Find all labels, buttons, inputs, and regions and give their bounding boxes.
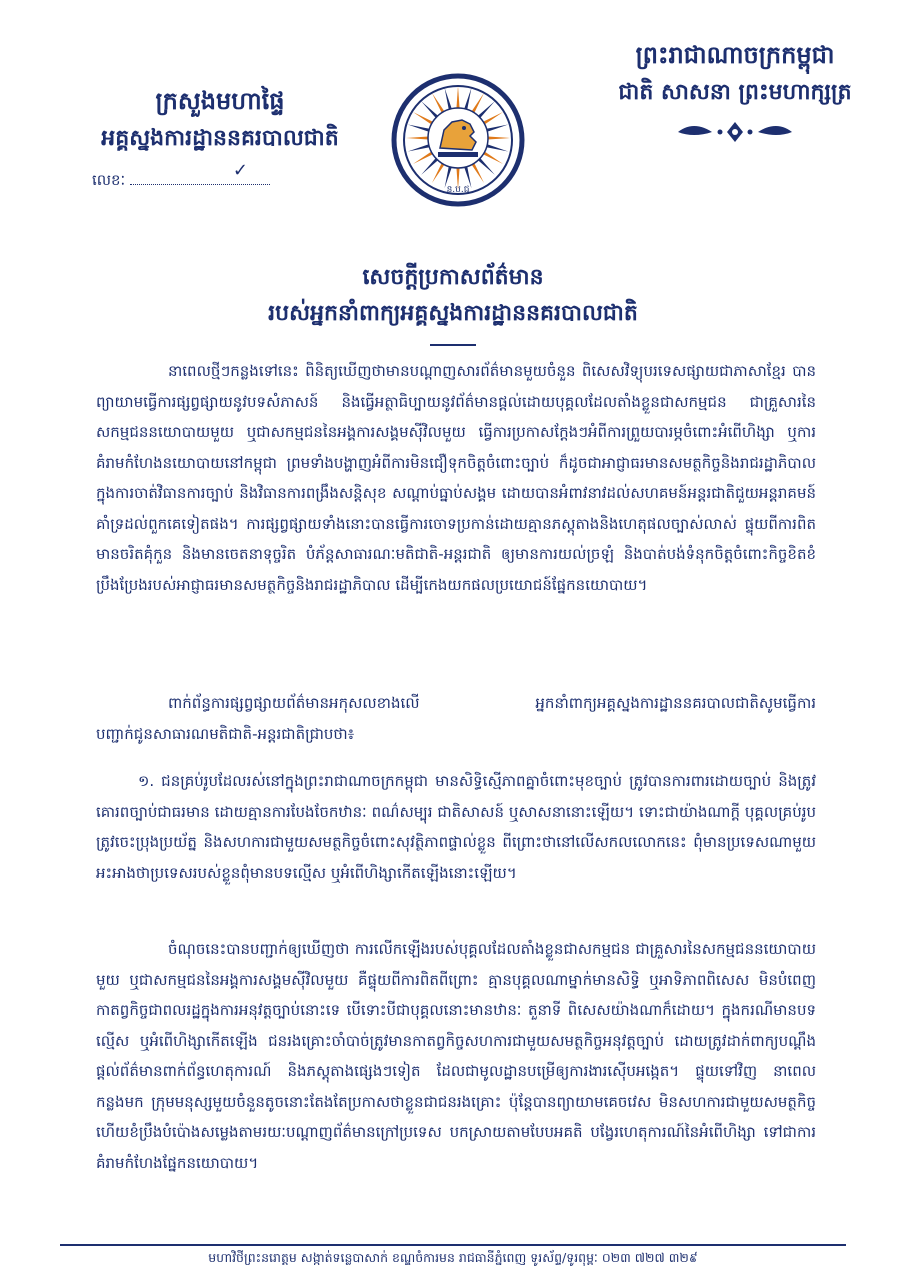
ornament-divider-icon: [670, 120, 800, 144]
title-divider: [430, 344, 476, 346]
emblem-ray: [406, 136, 430, 139]
footer-divider: [60, 1244, 846, 1246]
footer-address: មហាវិថីព្រះនរោត្តម សង្កាត់ទន្លេបាសាក់ ខណ្ឌចំការមន រាជធានីភ្នំពេញ ទូរស័ព្ទ/ទូរពុម្ពៈ ០២៣ ៧២៧ ៣២៩: [208, 1250, 698, 1265]
emblem-ray: [485, 125, 509, 133]
emblem-ray: [445, 88, 453, 112]
emblem-ring-text: ន.ប.ជ: [446, 185, 470, 195]
reference-dotted-field: [130, 160, 270, 185]
kingdom-header: [590, 38, 880, 148]
document-subtitle: របស់អ្នកនាំពាក្យអគ្គស្នងការដ្ឋាននគរបាលជាតិ: [268, 301, 638, 326]
issuer-header: [70, 84, 370, 193]
department-name: អគ្គស្នងការដ្ឋាននគរបាលជាតិ: [101, 126, 339, 151]
emblem-ray: [408, 125, 432, 133]
emblem-ray: [408, 144, 432, 152]
body-paragraph-3: ១. ជនគ្រប់រូបដែលរស់នៅក្នុងព្រះរាជាណាចក្រកម្ពុជា មានសិទ្ធិស្មើភាពគ្នាចំពោះមុខច្បាប់ ត្រូវបានការពារដោយច្បាប់ និងត្រូវគោរពច្បាប់ជាធរមាន ដោយគ្មានការបែងចែកឋានៈ ពណ៌សម្បុរ ជាតិសាសន៍ ឬសាសនានោះឡើយ។ ទោះជាយ៉ាងណាក្តី បុគ្គលគ្រប់រូបត្រូវចេះប្រុងប្រយ័ត្ន និងសហការជាមួយសមត្ថកិច្ចចំពោះសុវត្ថិភាពផ្ទាល់ខ្លួន ពីព្រោះថានៅលើសកលលោកនេះ ពុំមានប្រទេសណាមួយអះអាងថាប្រទេសរបស់ខ្លួនពុំមានបទល្មើស ឬអំពើហិង្សាកើតឡើងនោះឡើយ។: [96, 772, 816, 882]
body-paragraph-4: ចំណុចនេះបានបញ្ជាក់ឲ្យឃើញថា ការលើកឡើងរបស់បុគ្គលដែលតាំងខ្លួនជាសកម្មជន ជាគ្រួសារនៃសកម្មជននយោបាយមួយ ឬជាសកម្មជននៃអង្គការសង្គមស៊ីវិលមួយ គឺផ្ទុយពីការពិតពីព្រោះ គ្មានបុគ្គលណាម្នាក់មានសិទ្ធិ ឬអាទិភាពពិសេស មិនបំពេញកាតព្វកិច្ចជាពលរដ្ឋក្នុងការអនុវត្តច្បាប់នោះទេ បើទោះបីជាបុគ្គលនោះមានឋានៈ តួនាទី ពិសេសយ៉ាងណាក៏ដោយ។ ក្នុងករណីមានបទល្មើស ឬអំពើហិង្សាកើតឡើង ជនរងគ្រោះចាំបាច់ត្រូវមានកាតព្វកិច្ចសហការជាមួយសមត្ថកិច្ចអនុវត្តច្បាប់ ដោយត្រូវដាក់ពាក្យបណ្តឹង ផ្តល់ព័ត៌មានពាក់ព័ន្ធហេតុការណ៍ និងភស្តុតាងផ្សេងៗទៀត ដែលជាមូលដ្ឋានបម្រើឲ្យការងារស៊ើបអង្កេត។ ផ្ទុយទៅវិញ នាពេលកន្លងមក ក្រុមមនុស្សមួយចំនួនតូចនោះតែងតែប្រកាសថាខ្លួនជាជនរងគ្រោះ ប៉ុន្តែបានព្យាយាមគេចវេស មិនសហការជាមួយសមត្ថកិច្ច ហើយខំប្រឹងបំប៉ោងសម្លេងតាមរយៈបណ្តាញព័ត៌មានក្រៅប្រទេស បកស្រាយតាមបែបអគតិ បង្វែរហេតុការណ៍នៃអំពើហិង្សា ទៅជាការគំរាមកំហែងផ្នែកនយោបាយ។: [96, 940, 816, 1172]
emblem-ray: [485, 144, 509, 152]
body-paragraph-2: ពាក់ព័ន្ធការផ្សព្វផ្សាយព័ត៌មានអកុសលខាងលើ អ្នកនាំពាក្យអគ្គស្នងការដ្ឋាននគរបាលជាតិសូមធ្វើការបញ្ជាក់ជូនសាធារណមតិជាតិ-អន្តរជាតិជ្រាបថា៖: [96, 694, 816, 743]
ministry-name: ក្រសួងមហាផ្ទៃ: [155, 87, 285, 115]
national-motto: ជាតិ សាសនា ព្រះមហាក្សត្រ: [618, 80, 852, 105]
emblem-ray: [486, 136, 510, 139]
document-title: សេចក្តីប្រកាសព័ត៌មាន: [362, 265, 544, 290]
national-police-emblem: [390, 70, 526, 218]
reference-number-line: [70, 160, 370, 193]
kingdom-name: ព្រះរាជាណាចក្រកម្ពុជា: [635, 41, 835, 69]
emblem-ray: [464, 88, 472, 112]
reference-label: លេខៈ: [92, 171, 126, 189]
emblem-ray: [456, 86, 459, 110]
body-paragraph-1: នាពេលថ្មីៗកន្លងទៅនេះ ពិនិត្យឃើញថាមានបណ្តាញសារព័ត៌មានមួយចំនួន ពិសេសវិទ្យុបរទេសផ្សាយជាភាសាខ្មែរ បានព្យាយាមធ្វើការផ្សព្វផ្សាយនូវបទសំភាសន៍ និងធ្វើអត្ថាធិប្បាយនូវព័ត៌មានផ្តល់ដោយបុគ្គលដែលតាំងខ្លួនជាសកម្មជន ជាគ្រួសារនៃសកម្មជននយោបាយមួយ ឬជាសកម្មជននៃអង្គការសង្គមស៊ីវិលមួយ ធ្វើការប្រកាសក្តែងៗអំពីការព្រួយបារម្ភចំពោះអំពើហិង្សា ឬការគំរាមកំហែងនយោបាយនៅកម្ពុជា ព្រមទាំងបង្ហាញអំពីការមិនជឿទុកចិត្តចំពោះច្បាប់ ក៏ដូចជាអាជ្ញាធរមានសមត្ថកិច្ចនិងរាជរដ្ឋាភិបាលក្នុងការចាត់វិធានការច្បាប់ និងវិធានការពង្រឹងសន្តិសុខ សណ្តាប់ធ្នាប់សង្គម ដោយបានអំពាវនាវដល់សហគមន៍អន្តរជាតិជួយអន្តរាគមន៍គាំទ្រដល់ពួកគេទៀតផង។ ការផ្សព្វផ្សាយទាំងនោះបានធ្វើការចោទប្រកាន់ដោយគ្មានភស្តុតាងនិងហេតុផលច្បាស់លាស់ ផ្ទុយពីការពិត មានចរិតគុំកួន និងមានចេតនាទុច្ចរិត បំភ័ន្តសាធារណៈមតិជាតិ-អន្តរជាតិ ឲ្យមានការយល់ច្រឡំ និងបាត់បង់ទំនុកចិត្តចំពោះកិច្ចខិតខំប្រឹងប្រែងរបស់អាជ្ញាធរមានសមត្ថកិច្ចនិងរាជរដ្ឋាភិបាល ដើម្បីកេងយកផលប្រយោជន៍ផ្នែកនយោបាយ។: [96, 362, 816, 594]
checkmark-icon: ✓: [232, 160, 248, 181]
